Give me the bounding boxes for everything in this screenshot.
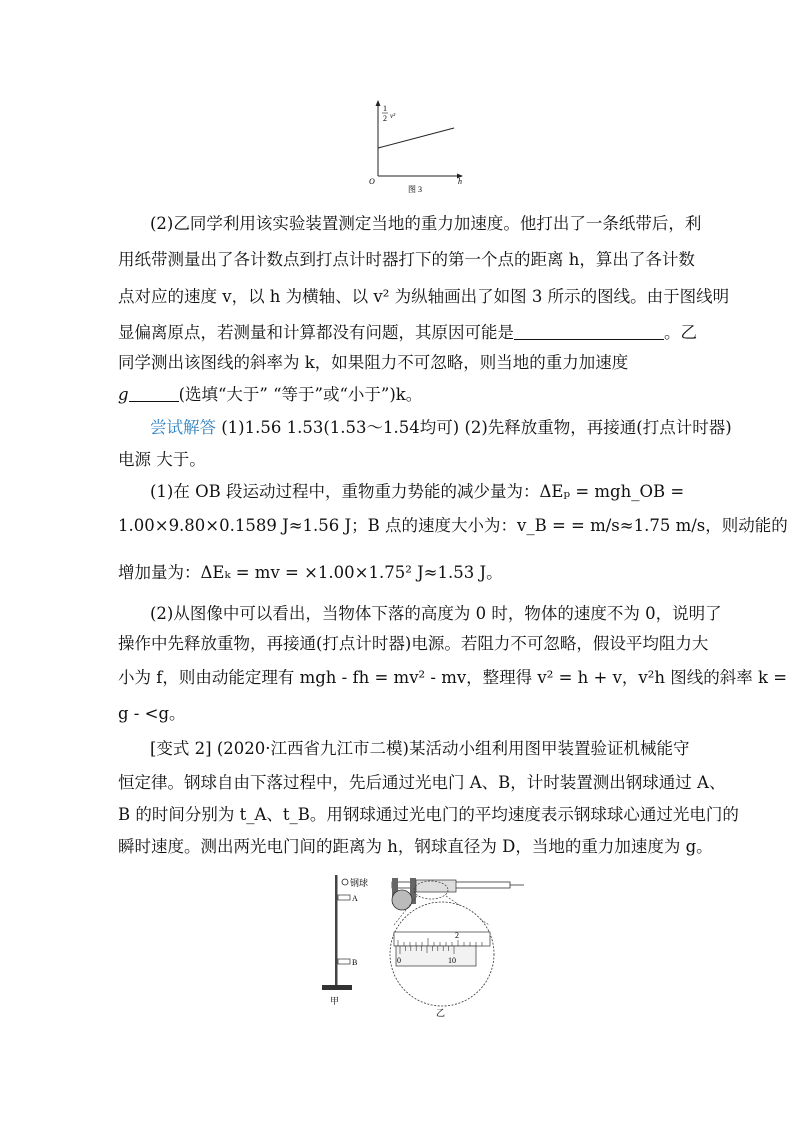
figure-caption: 图 3 (408, 185, 422, 194)
vernier-label-10: 10 (448, 956, 456, 965)
ball-small-icon (342, 879, 348, 885)
solution-p2-line-1: (2)从图像中可以看出，当物体下落的高度为 0 时，物体的速度不为 0，说明了 (150, 604, 722, 623)
gate-b-label: B (352, 958, 358, 967)
vernier-label-0: 0 (397, 956, 401, 965)
solution-p1-line-3: 增加量为：ΔEₖ = mv = ×1.00×1.75² J≈1.53 J。 (118, 563, 503, 582)
figure-3-graph (366, 98, 506, 194)
ball-label: 钢球 (350, 878, 369, 888)
caption-left: 甲 (330, 996, 340, 1006)
q2-line-4 (118, 323, 697, 343)
q2-line-6 (118, 385, 684, 405)
x-label: h (458, 177, 462, 186)
variant-line-3: B 的时间分别为 t_A、t_B。用钢球通过光电门的平均速度表示钢球球心通过光电门的 (118, 805, 739, 824)
stand-pole (335, 875, 338, 987)
solution-p2-line-4: g - <g。 (118, 704, 186, 723)
y-axis-arrow (376, 100, 381, 106)
magnified-main-scale (394, 932, 490, 946)
gate-b (338, 959, 350, 964)
data-line (378, 128, 454, 148)
y-label-variable: v² (390, 112, 396, 120)
solution-p2-line-3: 小为 f，则由动能定理有 mgh - fh = mv² - mv，整理得 v² = h + v，v²h 图线的斜率 k = (118, 668, 788, 687)
q2-line-5: 同学测出该图线的斜率为 k，如果阻力不可忽略，则当地的重力加速度 (118, 353, 629, 372)
solution-p2-line-2: 操作中先释放重物，再接通(打点计时器)电源。若阻力不可忽略，假设平均阻力大 (118, 634, 709, 653)
stand-base (322, 985, 352, 990)
q2-line-1: (2)乙同学利用该实验装置测定当地的重力加速度。他打出了一条纸带后，利 (150, 214, 702, 233)
caption-right: 乙 (436, 1008, 446, 1018)
apparatus-figure (314, 870, 534, 1020)
answer-line-1 (150, 418, 732, 438)
main-scale-label: 2 (455, 931, 459, 940)
q2-g-symbol: g (118, 385, 129, 404)
variant-line-1: [变式 2] (2020·江西省九江市二模)某活动小组利用图甲装置验证机械能守 (150, 739, 690, 758)
answer-text: (1)1.56 1.53(1.53～1.54均可) (2)先释放重物，再接通(打点计时器) (221, 418, 732, 437)
solution-p1-line-1: (1)在 OB 段运动过程中，重物重力势能的减少量为：ΔEₚ = mgh_OB = (150, 482, 685, 501)
y-label-denominator: 2 (383, 114, 387, 123)
answer-blank-compare (129, 387, 179, 402)
y-label-numerator: 1 (383, 104, 387, 113)
origin-label: O (369, 177, 375, 186)
q2-line-2: 用纸带测量出了各计数点到打点计时器打下的第一个点的距离 h，算出了各计数 (118, 250, 695, 269)
answer-blank-reason (514, 325, 664, 340)
q2-line-3: 点对应的速度 v，以 h 为横轴、以 v² 为纵轴画出了如图 3 所示的图线。由于图线明 (118, 287, 730, 306)
steel-ball-icon (392, 890, 412, 910)
answer-label: 尝试解答 (150, 418, 216, 437)
solution-p1-line-2: 1.00×9.80×0.1589 J≈1.56 J；B 点的速度大小为：v_B = = m/s≈1.75 m/s，则动能的 (118, 516, 788, 535)
caliper-vernier (416, 880, 456, 892)
variant-line-2: 恒定律。钢球自由下落过程中，先后通过光电门 A、B，计时装置测出钢球通过 A、 (118, 773, 726, 792)
q2-line-6-text: (选填“大于” “等于”或“小于”)k。 (178, 385, 423, 404)
magnified-vernier (396, 946, 476, 966)
gate-a (338, 895, 350, 900)
q2-line-4-tail: 。乙 (664, 323, 697, 342)
gate-a-label: A (352, 894, 358, 903)
q2-line-4-text: 显偏离原点，若测量和计算都没有问题，其原因可能是 (118, 323, 514, 342)
variant-line-4: 瞬时速度。测出两光电门间的距离为 h，钢球直径为 D，当地的重力加速度为 g。 (118, 837, 713, 856)
answer-line-2: 电源 大于。 (118, 450, 206, 469)
